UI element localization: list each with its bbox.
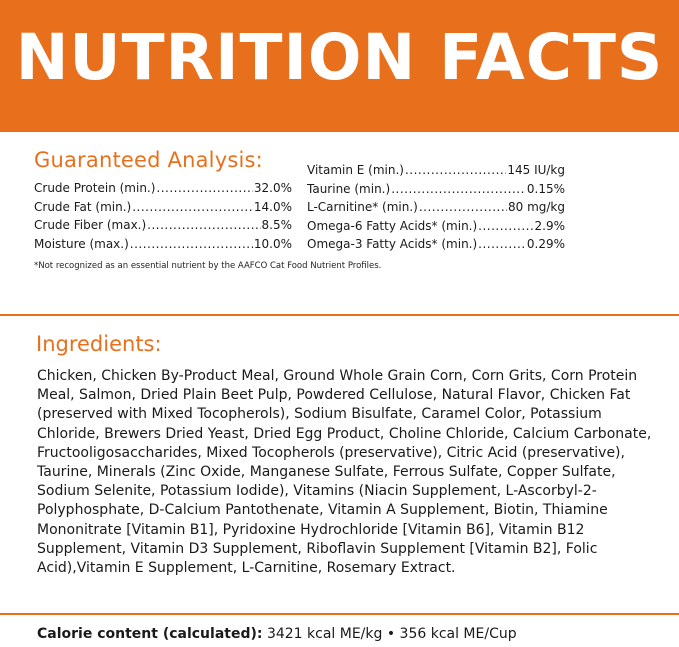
dot-leader	[132, 198, 253, 217]
analysis-label: Crude Fiber (max.)	[34, 218, 147, 232]
analysis-value: 0.29%	[526, 237, 565, 251]
analysis-row	[307, 235, 565, 254]
guaranteed-analysis-right-column	[307, 161, 565, 254]
analysis-value: 14.0%	[253, 199, 292, 214]
calorie-content	[37, 626, 517, 642]
dot-leader	[478, 217, 533, 236]
analysis-value: 0.15%	[526, 181, 565, 196]
analysis-value: 80 mg/kg	[508, 200, 565, 214]
analysis-label: Crude Fat (min.)	[34, 199, 132, 214]
analysis-row	[34, 198, 292, 217]
analysis-row	[307, 161, 565, 180]
dot-leader	[419, 198, 507, 217]
analysis-row	[34, 235, 292, 254]
dot-leader	[147, 216, 260, 235]
analysis-label: Omega-6 Fatty Acids* (min.)	[307, 218, 478, 233]
analysis-label: Moisture (max.)	[34, 236, 129, 251]
analysis-label: Taurine (min.)	[307, 181, 391, 196]
aafco-footnote: *Not recognized as an essential nutrient by the AAFCO Cat Food Nutrient Profiles.	[34, 261, 382, 271]
guaranteed-analysis-heading: Guaranteed Analysis:	[34, 148, 263, 172]
section-divider	[0, 613, 679, 615]
dot-leader	[478, 235, 526, 254]
ingredients-heading: Ingredients:	[36, 332, 162, 356]
dot-leader	[156, 179, 252, 198]
calorie-label: Calorie content (calculated):	[37, 626, 263, 642]
analysis-label: Crude Protein (min.)	[34, 181, 156, 195]
analysis-label: Omega-3 Fatty Acids* (min.)	[307, 237, 478, 251]
section-divider	[0, 314, 679, 316]
analysis-row	[34, 216, 292, 235]
analysis-label: L-Carnitine* (min.)	[307, 200, 418, 214]
analysis-value: 2.9%	[534, 218, 565, 233]
dot-leader	[405, 161, 506, 180]
analysis-value: 8.5%	[261, 218, 292, 232]
calorie-value: 3421 kcal ME/kg • 356 kcal ME/Cup	[266, 626, 517, 642]
analysis-row	[307, 217, 565, 236]
analysis-value: 10.0%	[253, 236, 292, 251]
analysis-value: 145 IU/kg	[507, 163, 565, 177]
dot-leader	[391, 180, 526, 199]
header-banner	[0, 0, 679, 132]
analysis-row	[307, 198, 565, 217]
guaranteed-analysis-left-column	[34, 179, 292, 253]
ingredients-list: Chicken, Chicken By-Product Meal, Ground Whole Grain Corn, Corn Grits, Corn Protein Meal, Salmon, Dried Plain Beet Pulp, Powdered Cellulose, Natural Flavor, Chicken Fat (preserved with Mixed Tocopherols), Sodium Bisulfate, Caramel Color, Potassium Chloride, Brewers Dried Yeast, Dried Egg Product, Choline Chloride, Calcium Carbonate, Fructooligosaccharides, Mixed Tocopherols (preservative), Citric Acid (preservative), Taurine, Minerals (Zinc Oxide, Manganese Sulfate, Ferrous Sulfate, Copper Sulfate, Sodium Selenite, Potassium Iodide), Vitamins (Niacin Supplement, L-Ascorbyl-2-Polyphosphate, D-Calcium Pantothenate, Vitamin A Supplement, Biotin, Thiamine Mononitrate [Vitamin B1], Pyridoxine Hydrochloride [Vitamin B6], Vitamin B12 Supplement, Vitamin D3 Supplement, Riboflavin Supplement [Vitamin B2], Folic Acid),Vitamin E Supplement, L-Carnitine, Rosemary Extract.	[37, 368, 652, 577]
page-title: NUTRITION FACTS	[15, 21, 664, 94]
analysis-label: Vitamin E (min.)	[307, 163, 404, 177]
dot-leader	[130, 235, 253, 254]
analysis-value: 32.0%	[253, 181, 292, 195]
analysis-row	[34, 179, 292, 198]
analysis-row	[307, 180, 565, 199]
